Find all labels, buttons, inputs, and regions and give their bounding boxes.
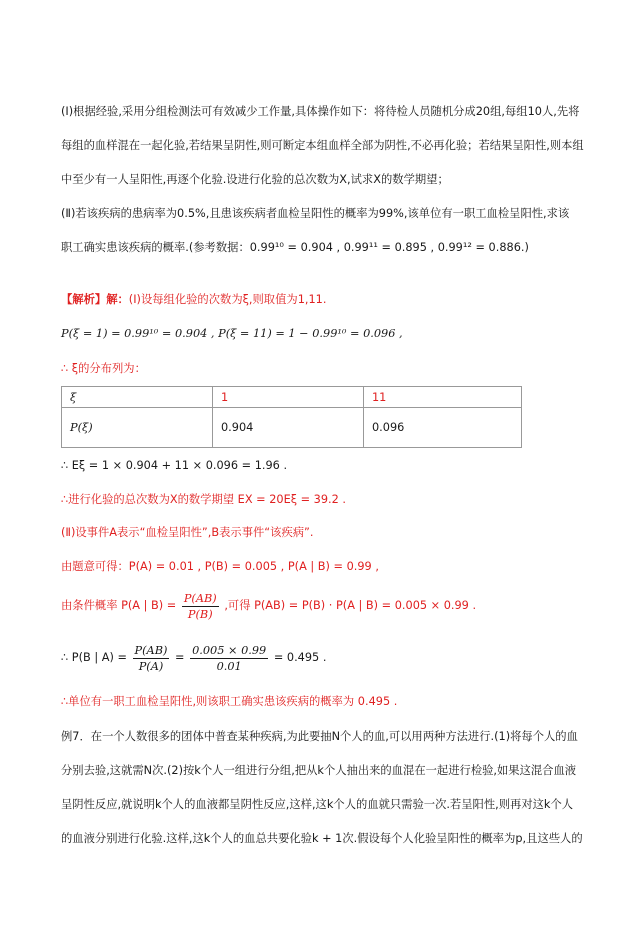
bayes-fraction-2 (190, 643, 268, 674)
distribution-intro: ∴ ξ的分布列为： (61, 362, 146, 375)
bayes-fraction-1 (133, 643, 170, 674)
solution-label: 【解析】解： (61, 293, 129, 306)
table-prob-11: 0.096 (364, 408, 522, 448)
cond-numerator: P(AB) (183, 591, 217, 605)
table-row (62, 408, 522, 448)
table-header-row (62, 387, 522, 408)
problem-line-5: 职工确实患该疾病的概率.(参考数据：0.99¹⁰ = 0.904 , 0.99¹¹ = 0.895 , 0.99¹² = 0.886.) (61, 241, 529, 254)
problem-line-1: (Ⅰ)根据经验,采用分组检测法可有效减少工作量,具体操作如下：将待检人员随机分成20组,每组10人,先将 (61, 105, 580, 118)
cond-suffix: ,可得 P(AB) = P(B) · P(A | B) = 0.005 × 0.99 . (224, 599, 477, 612)
part1-intro: (Ⅰ)设每组化验的次数为ξ,则取值为1,11. (128, 293, 327, 306)
cond-fraction (182, 591, 219, 622)
distribution-table (61, 386, 522, 448)
example7-line-4: 的血液分别进行化验.这样,这k个人的血总共要化验k + 1次.假设每个人化验呈阳性的概率为p,且这些人的 (61, 832, 583, 845)
bayes-numerator-1: P(AB) (134, 643, 168, 657)
table-head-value-11: 11 (364, 387, 522, 408)
bayes-numerator-2: 0.005 × 0.99 (192, 643, 267, 657)
problem-line-2: 每组的血样混在一起化验,若结果呈阴性,则可断定本组血样全部为阴性,不必再化验；若结果呈阳性,则本组 (61, 139, 584, 152)
conclusion-line: ∴单位有一职工血检呈阳性,则该职工确实患该疾病的概率为 0.495 . (61, 695, 398, 708)
bayes-denominator-2: 0.01 (216, 659, 242, 673)
example7-line-1: 例7．在一个人数很多的团体中普查某种疾病,为此要抽N个人的血,可以用两种方法进行.(1)将每个人的血 (61, 730, 578, 743)
problem-line-4: (Ⅱ)若该疾病的患病率为0.5%,且患该疾病者血检呈阳性的概率为99%,该单位有一职工血检呈阳性,求该 (61, 207, 570, 220)
example7-line-2: 分别去验,这就需N次.(2)按k个人一组进行分组,把从k个人抽出来的血混在一起进行检验,如果这混合血液 (61, 764, 577, 777)
given-probabilities: 由题意可得：P(A) = 0.01 , P(B) = 0.005 , P(A | B) = 0.99 , (61, 560, 379, 573)
problem-line-3: 中至少有一人呈阳性,再逐个化验.设进行化验的总次数为X,试求X的数学期望； (61, 173, 449, 186)
conditional-probability-line (61, 590, 476, 622)
bayes-line: ∴ P(B | A) = $\frac{P(AB)}{P(A)}$ = $\frac{0.005 \times 0.99}{0.01}$ = 0.495 . (61, 643, 327, 673)
cond-prefix: 由条件概率 P(A | B) = (61, 599, 177, 612)
bayes-prefix: ∴ P(B | A) = (61, 651, 127, 664)
bayes-denominator-1: P(A) (138, 659, 164, 673)
expectation-line: ∴ Eξ = 1 × 0.904 + 11 × 0.096 = 1.96 . (61, 459, 288, 472)
table-head-value-1: 1 (213, 387, 364, 408)
cond-denominator: P(B) (187, 607, 213, 621)
probability-line: P(ξ = 1) = 0.99¹⁰ = 0.904 , P(ξ = 11) = 1 − 0.99¹⁰ = 0.096 , (61, 327, 403, 340)
table-prob-label: P(ξ) (62, 408, 213, 448)
table-prob-1: 0.904 (213, 408, 364, 448)
total-expectation-line: ∴进行化验的总次数为X的数学期望 EX = 20Eξ = 39.2 . (61, 493, 346, 506)
solution-intro (61, 292, 326, 308)
table-head-xi: ξ (62, 387, 213, 408)
example7-line-3: 呈阴性反应,就说明k个人的血液都呈阴性反应,这样,这k个人的血就只需验一次.若呈阳性,则再对这k个人 (61, 798, 574, 811)
part2-intro: (Ⅱ)设事件A表示“血检呈阳性”,B表示事件“该疾病”. (61, 526, 314, 539)
bayes-suffix: = 0.495 . (273, 651, 327, 664)
